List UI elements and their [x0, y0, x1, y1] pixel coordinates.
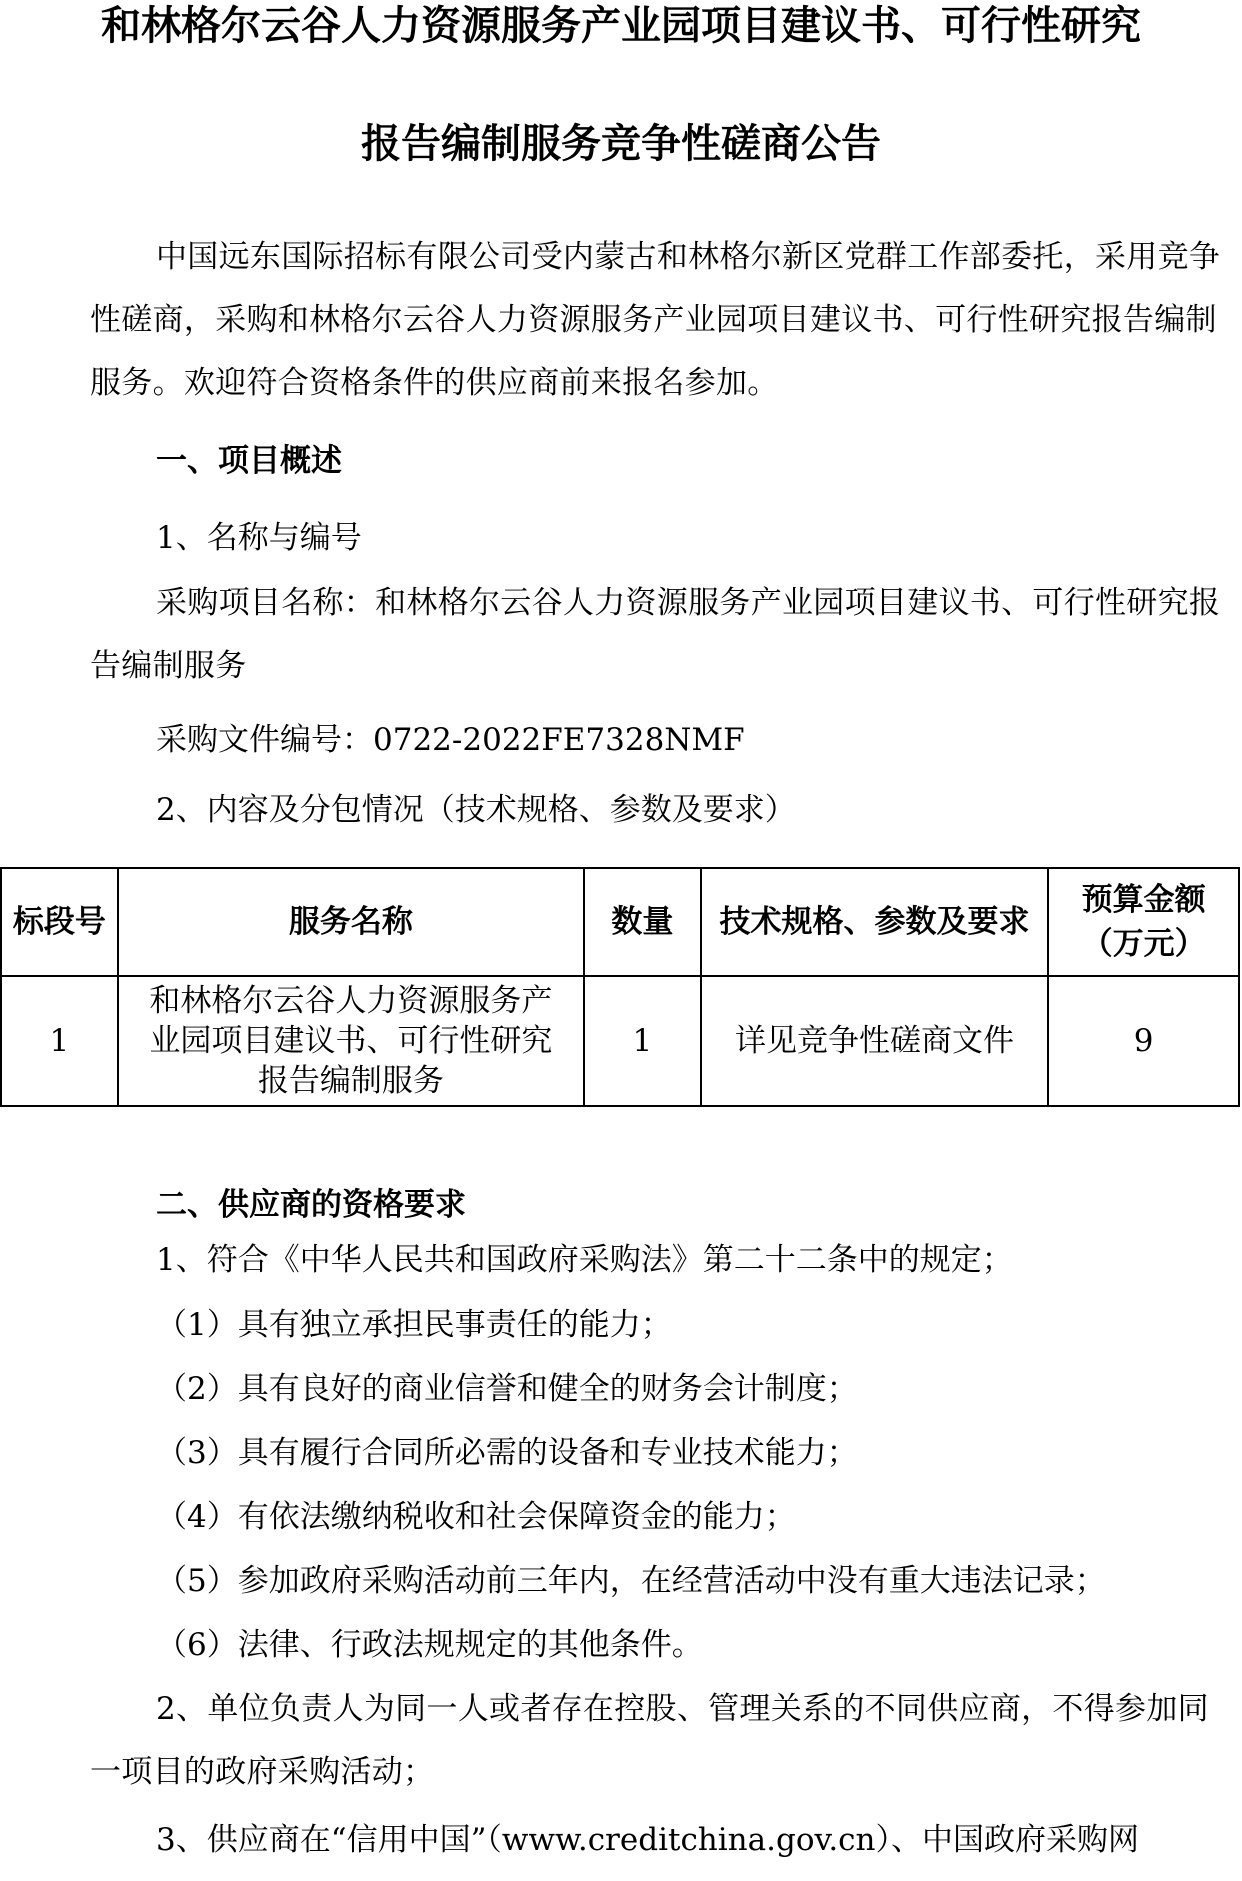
qualification-sub-6: （6）法律、行政法规规定的其他条件。	[156, 1627, 703, 1663]
lot-table	[0, 867, 1240, 1107]
document-title-line-2: 报告编制服务竞争性磋商公告	[361, 121, 881, 167]
header-lot-number: 标段号	[1, 868, 118, 976]
cell-budget: 9	[1048, 976, 1239, 1106]
section-heading-overview: 一、项目概述	[156, 443, 342, 479]
cell-lot-number: 1	[1, 976, 118, 1106]
header-specs: 技术规格、参数及要求	[701, 868, 1048, 976]
header-budget: 预算金额（万元）	[1048, 868, 1239, 976]
project-name-paragraph: 采购项目名称：和林格尔云谷人力资源服务产业园项目建议书、可行性研究报告编制服务	[90, 585, 1221, 684]
qualification-item-3: 3、供应商在“信用中国”（www.creditchina.gov.cn）、中国政府采购网	[156, 1822, 1140, 1858]
cell-service-name: 和林格尔云谷人力资源服务产业园项目建议书、可行性研究报告编制服务	[118, 976, 584, 1106]
cell-specs: 详见竞争性磋商文件	[701, 976, 1048, 1106]
header-quantity: 数量	[584, 868, 701, 976]
qualification-sub-2: （2）具有良好的商业信誉和健全的财务会计制度；	[156, 1371, 858, 1407]
qualification-sub-1: （1）具有独立承担民事责任的能力；	[156, 1307, 672, 1343]
section-heading-qualifications: 二、供应商的资格要求	[156, 1187, 466, 1223]
document-number: 采购文件编号：0722-2022FE7328NMF	[156, 722, 745, 758]
table-row	[1, 976, 1239, 1106]
subheading-name-number: 1、名称与编号	[156, 520, 362, 556]
qualification-item-2: 2、单位负责人为同一人或者存在控股、管理关系的不同供应商，不得参加同一项目的政府采购活动；	[90, 1691, 1209, 1790]
header-service-name: 服务名称	[118, 868, 584, 976]
intro-paragraph: 中国远东国际招标有限公司受内蒙古和林格尔新区党群工作部委托，采用竞争性磋商，采购和林格尔云谷人力资源服务产业园项目建议书、可行性研究报告编制服务。欢迎符合资格条件的供应商前来报名参加。	[90, 239, 1221, 401]
table-header-row	[1, 868, 1239, 976]
qualification-item-1: 1、符合《中华人民共和国政府采购法》第二十二条中的规定；	[156, 1242, 1013, 1278]
qualification-sub-5: （5）参加政府采购活动前三年内，在经营活动中没有重大违法记录；	[156, 1563, 1106, 1599]
qualification-sub-3: （3）具有履行合同所必需的设备和专业技术能力；	[156, 1435, 858, 1471]
document-title-line-1: 和林格尔云谷人力资源服务产业园项目建议书、可行性研究	[101, 3, 1141, 49]
qualification-sub-4: （4）有依法缴纳税收和社会保障资金的能力；	[156, 1499, 796, 1535]
subheading-content-lots: 2、内容及分包情况（技术规格、参数及要求）	[156, 792, 796, 828]
cell-quantity: 1	[584, 976, 701, 1106]
